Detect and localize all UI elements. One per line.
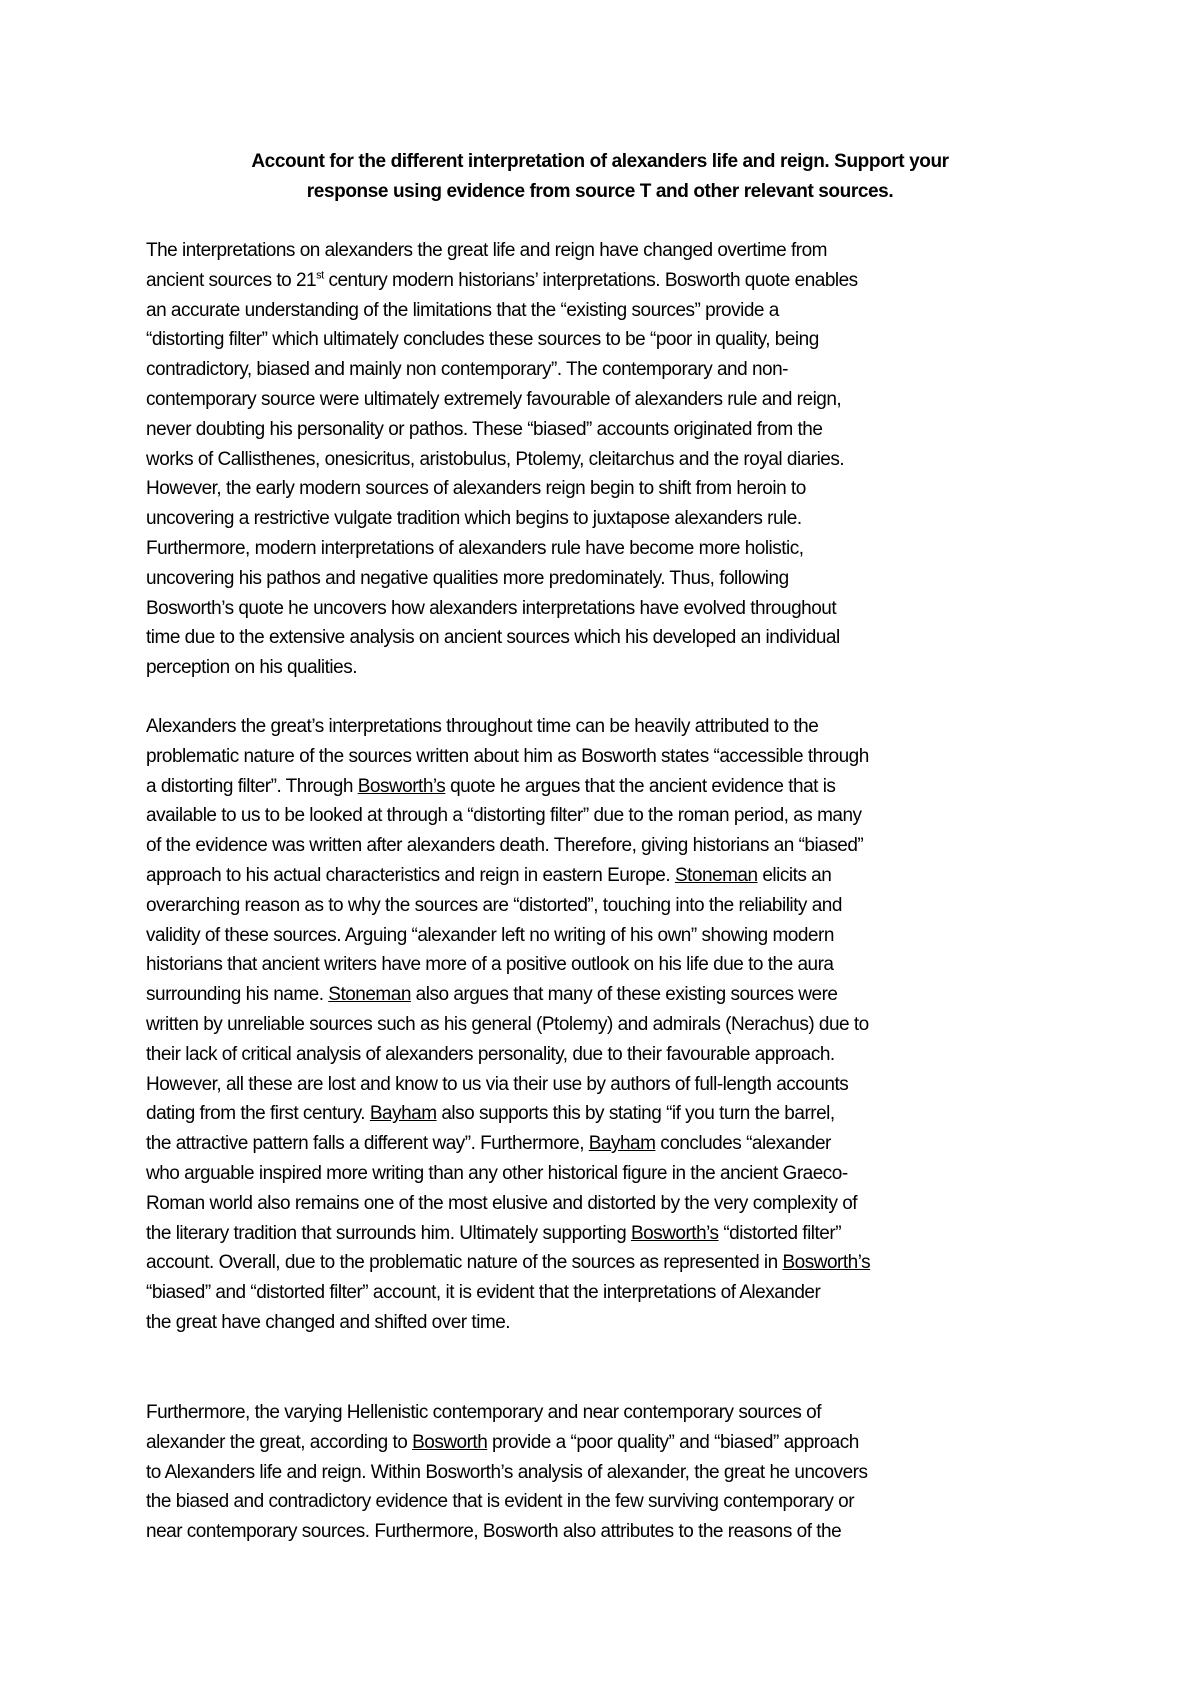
text-line xyxy=(146,1070,1086,1100)
text-segment: century modern historians’ interpretations. Bosworth quote enables xyxy=(323,269,858,291)
text-line xyxy=(146,474,1086,504)
text-segment: the attractive pattern falls a different way”. Furthermore, xyxy=(146,1133,589,1155)
text-segment: who arguable inspired more writing than any other historical figure in the ancient Graeco- xyxy=(146,1162,848,1184)
underlined-name: Bosworth’s xyxy=(357,775,446,797)
text-line xyxy=(146,564,1086,594)
text-segment: “distorting filter” which ultimately concludes these sources to be “poor in quality, being xyxy=(146,329,819,351)
text-segment: the literary tradition that surrounds him. Ultimately supporting xyxy=(146,1222,631,1244)
text-segment: written by unreliable sources such as his general (Ptolemy) and admirals (Nerachus) due to xyxy=(146,1013,869,1035)
text-line xyxy=(146,1428,1086,1458)
essay-title xyxy=(100,147,1100,207)
text-line xyxy=(146,1278,1086,1308)
text-segment: approach to his actual characteristics and reign in eastern Europe. xyxy=(146,864,675,886)
text-segment: uncovering his pathos and negative qualities more predominately. Thus, following xyxy=(146,567,789,589)
text-line xyxy=(146,1159,1086,1189)
text-line xyxy=(146,950,1086,980)
text-line xyxy=(146,712,1086,742)
text-segment: alexander the great, according to xyxy=(146,1431,413,1453)
text-segment: “distorted filter” xyxy=(718,1222,842,1244)
text-line xyxy=(146,1010,1086,1040)
text-line xyxy=(146,415,1086,445)
text-line xyxy=(146,1219,1086,1249)
text-segment: ancient sources to 21 xyxy=(146,269,317,291)
text-line xyxy=(146,266,1086,296)
text-line xyxy=(146,325,1086,355)
text-segment: works of Callisthenes, onesicritus, aristobulus, Ptolemy, cleitarchus and the royal diaries. xyxy=(146,448,845,470)
underlined-name: Stoneman xyxy=(674,864,758,886)
text-segment: an accurate understanding of the limitations that the “existing sources” provide a xyxy=(146,299,779,321)
underlined-name: Stoneman xyxy=(328,984,411,1006)
text-segment: the great have changed and shifted over time. xyxy=(146,1311,511,1333)
text-line xyxy=(146,653,1086,683)
text-segment: available to us to be looked at through a “distorting filter” due to the roman period, as many xyxy=(146,805,862,827)
text-line xyxy=(146,772,1086,802)
text-line xyxy=(146,534,1086,564)
text-segment: account. Overall, due to the problematic nature of the sources as represented in xyxy=(146,1252,783,1274)
title-line-2: response using evidence from source T and other relevant sources. xyxy=(306,181,894,202)
text-line xyxy=(146,1189,1086,1219)
text-segment: a distorting filter”. Through xyxy=(146,775,358,797)
text-segment: contemporary source were ultimately extremely favourable of alexanders rule and reign, xyxy=(146,388,842,410)
text-line xyxy=(146,385,1086,415)
text-segment: The interpretations on alexanders the great life and reign have changed overtime from xyxy=(146,240,827,261)
text-segment: Alexanders the great’s interpretations throughout time can be heavily attributed to the xyxy=(146,716,819,737)
underlined-name: Bosworth xyxy=(412,1431,488,1453)
underlined-name: Bosworth’s xyxy=(630,1222,719,1244)
text-line xyxy=(146,1040,1086,1070)
text-segment: of the evidence was written after alexanders death. Therefore, giving historians an “biased” xyxy=(146,835,864,857)
text-line xyxy=(146,1308,1086,1338)
text-segment: near contemporary sources. Furthermore, Bosworth also attributes to the reasons of the xyxy=(146,1521,842,1543)
text-line xyxy=(146,1129,1086,1159)
paragraph-3 xyxy=(146,1398,1086,1547)
paragraph-2 xyxy=(146,712,1086,1338)
text-segment: quote he argues that the ancient evidence that is xyxy=(445,775,836,797)
text-segment: perception on his qualities. xyxy=(146,657,357,679)
text-segment: problematic nature of the sources written about him as Bosworth states “accessible through xyxy=(146,745,869,767)
text-segment: never doubting his personality or pathos. These “biased” accounts originated from the xyxy=(146,418,823,440)
text-line xyxy=(146,1398,1086,1428)
text-segment: time due to the extensive analysis on ancient sources which his developed an individual xyxy=(146,627,840,649)
text-segment: contradictory, biased and mainly non contemporary”. The contemporary and non- xyxy=(146,359,788,381)
text-segment: concludes “alexander xyxy=(655,1133,831,1155)
text-line xyxy=(146,445,1086,475)
text-segment: Furthermore, the varying Hellenistic contemporary and near contemporary sources of xyxy=(146,1402,821,1423)
text-segment: Furthermore, modern interpretations of alexanders rule have become more holistic, xyxy=(146,537,804,559)
text-line xyxy=(146,504,1086,534)
text-line xyxy=(146,1248,1086,1278)
text-line xyxy=(146,594,1086,624)
text-segment: also argues that many of these existing sources were xyxy=(410,984,838,1006)
text-segment: provide a “poor quality” and “biased” approach xyxy=(487,1431,859,1453)
text-segment: “biased” and “distorted filter” account, it is evident that the interpretations of Alexander xyxy=(146,1282,821,1304)
text-line xyxy=(146,831,1086,861)
text-line xyxy=(146,861,1086,891)
underlined-name: Bayham xyxy=(369,1103,437,1125)
text-segment: Roman world also remains one of the most elusive and distorted by the very complexity of xyxy=(146,1192,858,1214)
underlined-name: Bayham xyxy=(588,1133,656,1155)
text-segment: their lack of critical analysis of alexanders personality, due to their favourable approach. xyxy=(146,1043,835,1065)
text-segment: However, the early modern sources of alexanders reign begin to shift from heroin to xyxy=(146,478,806,500)
text-line xyxy=(146,921,1086,951)
text-segment: to Alexanders life and reign. Within Bosworth’s analysis of alexander, the great he uncovers xyxy=(146,1461,868,1483)
text-line xyxy=(146,1487,1086,1517)
paragraph-1 xyxy=(146,236,1086,683)
text-segment: the biased and contradictory evidence that is evident in the few surviving contemporary or xyxy=(146,1491,855,1513)
text-segment: surrounding his name. xyxy=(146,984,329,1006)
text-line xyxy=(146,355,1086,385)
text-segment: elicits an xyxy=(757,864,832,886)
text-line xyxy=(146,1099,1086,1129)
text-line xyxy=(146,980,1086,1010)
text-line xyxy=(146,801,1086,831)
text-segment: dating from the first century. xyxy=(146,1103,370,1125)
text-line xyxy=(146,891,1086,921)
superscript: st xyxy=(316,269,324,282)
text-line xyxy=(146,623,1086,653)
text-line xyxy=(146,1517,1086,1547)
text-segment: Bosworth’s quote he uncovers how alexanders interpretations have evolved throughout xyxy=(146,597,837,619)
text-segment: overarching reason as to why the sources are “distorted”, touching into the reliability and xyxy=(146,894,842,916)
text-segment: historians that ancient writers have more of a positive outlook on his life due to the aura xyxy=(146,954,834,976)
text-segment: uncovering a restrictive vulgate tradition which begins to juxtapose alexanders rule. xyxy=(146,508,802,530)
text-line xyxy=(146,1458,1086,1488)
text-segment: validity of these sources. Arguing “alexander left no writing of his own” showing modern xyxy=(146,924,834,946)
text-line xyxy=(146,296,1086,326)
text-segment: also supports this by stating “if you turn the barrel, xyxy=(436,1103,835,1125)
title-line-1: Account for the different interpretation of alexanders life and reign. Support your xyxy=(251,151,949,172)
text-segment: However, all these are lost and know to us via their use by authors of full-length accounts xyxy=(146,1073,849,1095)
text-line xyxy=(146,236,1086,266)
text-line xyxy=(146,742,1086,772)
underlined-name: Bosworth’s xyxy=(782,1252,871,1274)
